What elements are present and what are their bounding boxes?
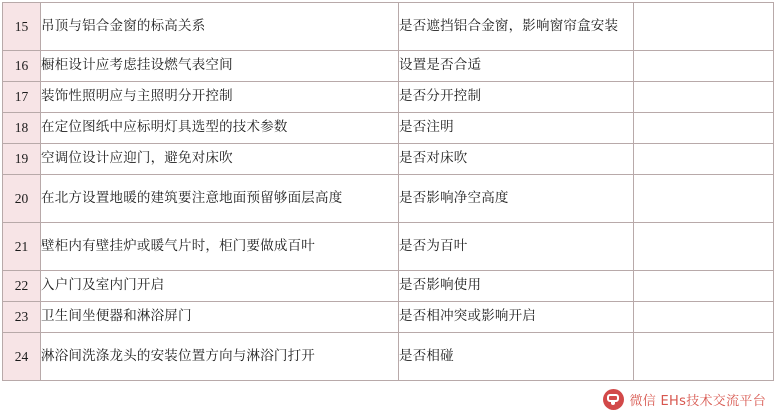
wechat-official-account-icon [603, 389, 624, 410]
table-row [3, 223, 774, 271]
row-check: 是否分开控制 [399, 82, 634, 113]
row-check: 是否为百叶 [399, 223, 634, 271]
row-note [634, 223, 774, 271]
row-number: 22 [3, 271, 41, 302]
row-number: 18 [3, 113, 41, 144]
row-item: 卫生间坐便器和淋浴屏门 [41, 302, 399, 333]
row-check: 是否注明 [399, 113, 634, 144]
table-row [3, 302, 774, 333]
table-row [3, 82, 774, 113]
row-item: 在定位图纸中应标明灯具选型的技术参数 [41, 113, 399, 144]
row-item: 入户门及室内门开启 [41, 271, 399, 302]
row-item: 空调位设计应迎门，避免对床吹 [41, 144, 399, 175]
row-number: 24 [3, 333, 41, 381]
table-row [3, 175, 774, 223]
row-number: 19 [3, 144, 41, 175]
row-note [634, 51, 774, 82]
table-row [3, 333, 774, 381]
row-note [634, 302, 774, 333]
row-note [634, 113, 774, 144]
watermark [603, 389, 767, 410]
watermark-label: 微信 EHs技术交流平台 [629, 394, 766, 409]
table-body [3, 3, 774, 381]
row-item: 壁柜内有壁挂炉或暖气片时，柜门要做成百叶 [41, 223, 399, 271]
row-check: 是否相碰 [399, 333, 634, 381]
row-check: 是否遮挡铝合金窗，影响窗帘盒安装 [399, 3, 634, 51]
table-row [3, 51, 774, 82]
row-number: 23 [3, 302, 41, 333]
row-number: 21 [3, 223, 41, 271]
row-item: 在北方设置地暖的建筑要注意地面预留够面层高度 [41, 175, 399, 223]
row-number: 17 [3, 82, 41, 113]
row-item: 淋浴间洗涤龙头的安装位置方向与淋浴门打开 [41, 333, 399, 381]
row-item: 吊顶与铝合金窗的标高关系 [41, 3, 399, 51]
row-number: 20 [3, 175, 41, 223]
row-number: 16 [3, 51, 41, 82]
checklist-table [2, 2, 774, 381]
table-row [3, 271, 774, 302]
row-check: 是否对床吹 [399, 144, 634, 175]
row-note [634, 3, 774, 51]
table-row [3, 113, 774, 144]
row-check: 是否影响净空高度 [399, 175, 634, 223]
row-check: 设置是否合适 [399, 51, 634, 82]
table-row [3, 144, 774, 175]
row-number: 15 [3, 3, 41, 51]
row-note [634, 271, 774, 302]
table-row [3, 3, 774, 51]
row-note [634, 175, 774, 223]
row-note [634, 82, 774, 113]
row-note [634, 333, 774, 381]
row-item: 装饰性照明应与主照明分开控制 [41, 82, 399, 113]
row-check: 是否影响使用 [399, 271, 634, 302]
row-item: 橱柜设计应考虑挂设燃气表空间 [41, 51, 399, 82]
row-check: 是否相冲突或影响开启 [399, 302, 634, 333]
row-note [634, 144, 774, 175]
